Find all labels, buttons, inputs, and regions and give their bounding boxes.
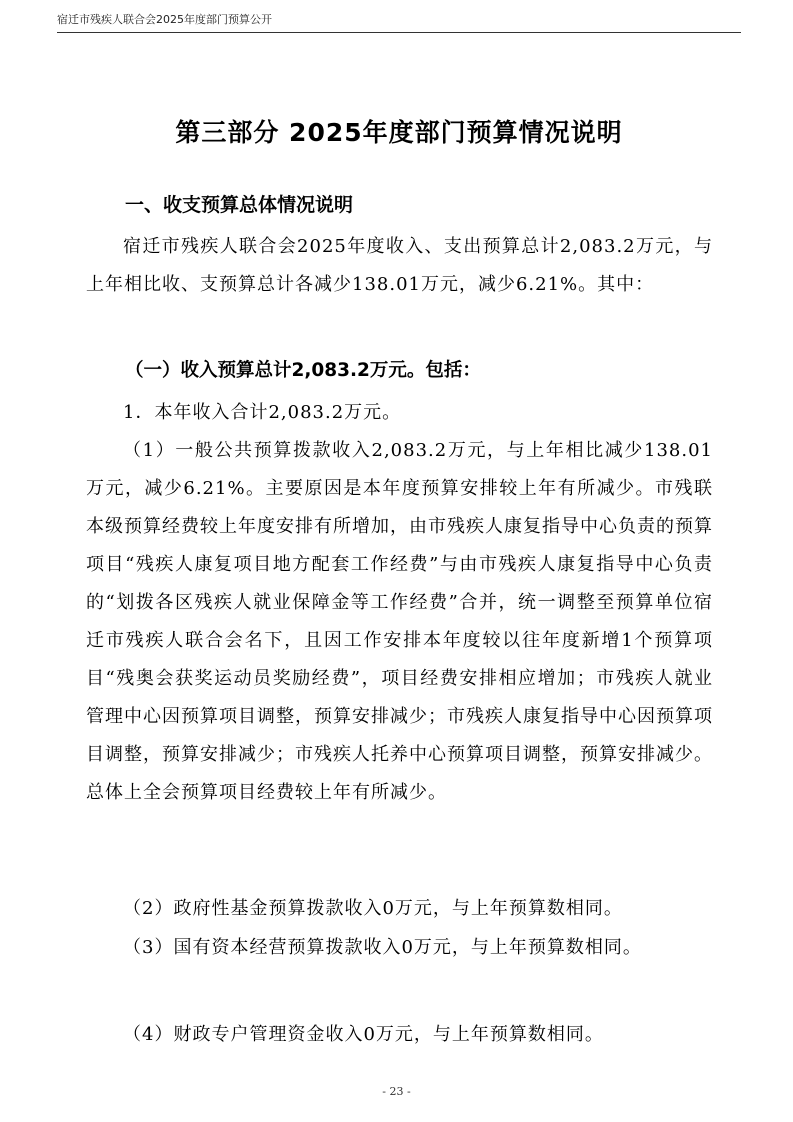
page-number: - 23 - [382,1085,411,1098]
special-account-paragraph: （4）财政专户管理资金收入0万元，与上年预算数相同。 [123,1024,604,1045]
subsection-heading: （一）收入预算总计2,083.2万元。包括： [125,360,481,381]
header-divider [57,32,741,33]
general-budget-paragraph: （1）一般公共预算拨款收入2,083.2万元，与上年相比减少138.01万元，减少6.21%。主要原因是本年度预算安排较上年有所减少。市残联本级预算经费较上年度安排有所增加，由市残疾人康复指导中心负责的预算项目“残疾人康复项目地方配套工作经费”与由市残疾人康复指导中心负责的“划拨各区残疾人就业保障金等工作经费”合并，统一调整至预算单位宿迁市残疾人联合会名下，且因工作安排本年度较以往年度新增1个预算项目“残奥会获奖运动员奖励经费”，项目经费安排相应增加；市残疾人就业管理中心因预算项目调整，预算安排减少；市残疾人康复指导中心因预算项目调整，预算安排减少；市残疾人托养中心预算项目调整，预算安排减少。总体上全会预算项目经费较上年有所减少。 [86,440,713,803]
page-title: 第三部分 2025年度部门预算情况说明 [175,118,623,147]
running-header: 宿迁市残疾人联合会2025年度部门预算公开 [57,13,272,26]
intro-paragraph: 宿迁市残疾人联合会2025年度收入、支出预算总计2,083.2万元，与上年相比收、支预算总计各减少138.01万元，减少6.21%。其中： [86,236,713,295]
income-total-paragraph: 1．本年收入合计2,083.2万元。 [123,402,402,423]
state-capital-paragraph: （3）国有资本经营预算拨款收入0万元，与上年预算数相同。 [123,937,642,958]
section-heading: 一、收支预算总体情况说明 [125,194,354,216]
gov-fund-paragraph: （2）政府性基金预算拨款收入0万元，与上年预算数相同。 [123,898,623,919]
